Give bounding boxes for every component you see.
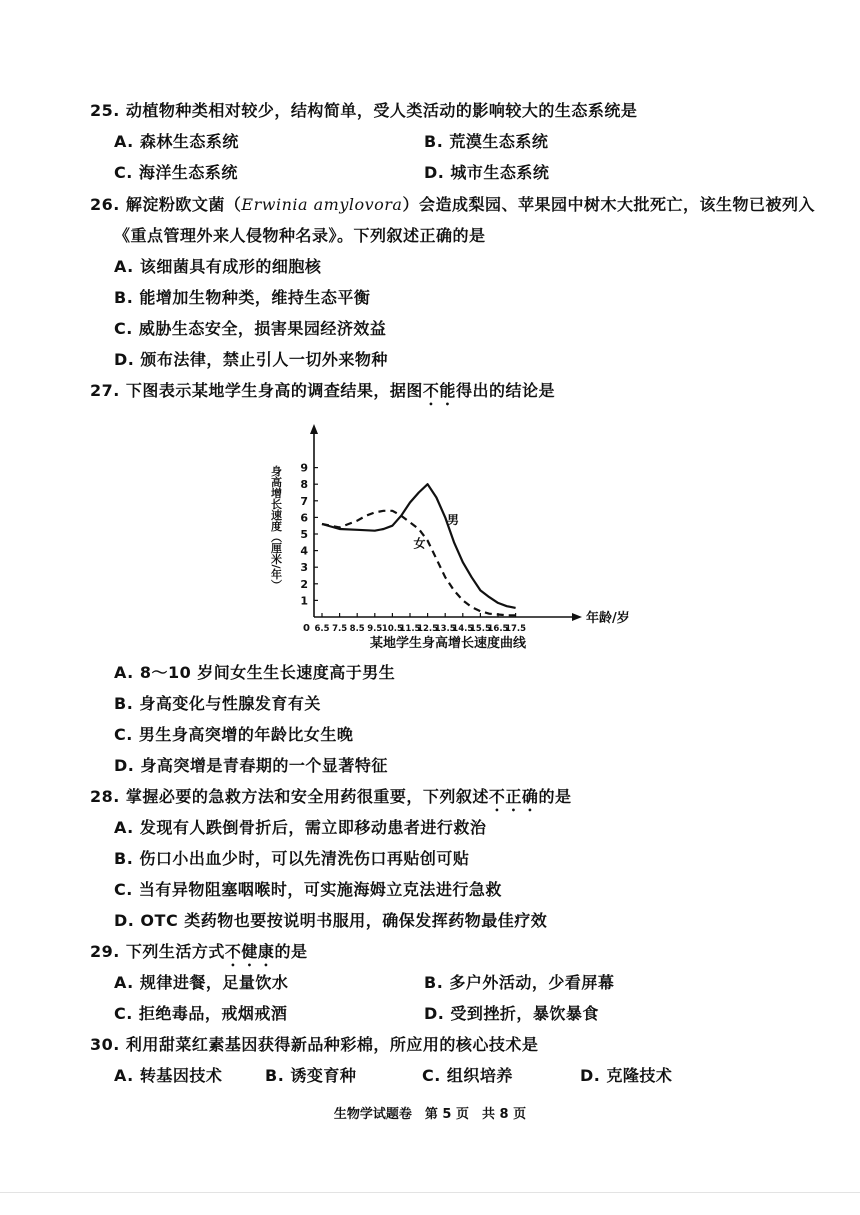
y-axis-arrow [310,424,318,434]
page-footer: 生物学试题卷 第 5 页 共 8 页 [333,1107,527,1122]
q26-stem [90,194,815,216]
q29-option-d: D. 受到挫折，暴饮暴食 [424,1004,599,1023]
q26-option-a: A. 该细菌具有成形的细胞核 [114,257,322,276]
y-axis-label: 身高增长速度（厘米/年） [269,465,283,591]
q30-stem: 30. 利用甜菜红素基因获得新品种彩棉，所应用的核心技术是 [90,1035,539,1054]
y-tick-label: 1 [300,594,308,608]
x-tick-label: 12.5 [417,624,439,634]
q28-stem-pre: 28. 掌握必要的急救方法和安全用药很重要，下列叙述 [90,787,489,806]
q25-option-d: D. 城市生态系统 [424,163,550,182]
y-tick-label: 7 [300,494,308,508]
height-growth-chart [262,418,642,654]
q27-stem [90,380,555,409]
x-tick-label: 13.5 [434,624,456,634]
origin-label: 0 [303,623,310,634]
q28-stem [90,786,571,815]
q30-option-a: A. 转基因技术 [114,1066,223,1085]
x-tick-label: 10.5 [381,624,403,634]
x-axis-label: 年龄/岁 [586,611,630,626]
q25-option-a: A. 森林生态系统 [114,132,239,151]
x-tick-label: 16.5 [487,624,509,634]
chart-title: 某地学生身高增长速度曲线 [369,636,527,651]
x-tick-label: 11.5 [399,624,421,634]
y-tick-label: 9 [300,461,308,475]
q29-option-c: C. 拒绝毒品，戒烟戒酒 [114,1004,288,1023]
q27-option-a: A. 8～10 岁间女生生长速度高于男生 [114,663,396,682]
q28-option-c: C. 当有异物阻塞咽喉时，可实施海姆立克法进行急救 [114,880,502,899]
q25-option-c: C. 海洋生态系统 [114,163,238,182]
x-tick-label: 8.5 [349,624,365,634]
series-label-female: 女 [413,536,426,551]
q28-option-d: D. OTC 类药物也要按说明书服用，确保发挥药物最佳疗效 [114,911,548,930]
q29-option-b: B. 多户外活动，少看屏幕 [424,973,615,992]
x-tick-label: 17.5 [505,624,527,634]
y-tick-label: 5 [300,528,308,541]
x-tick-label: 9.5 [367,624,383,634]
q28-option-a: A. 发现有人跌倒骨折后，需立即移动患者进行救治 [114,818,487,837]
y-tick-label: 6 [300,511,308,525]
q27-option-b: B. 身高变化与性腺发育有关 [114,694,321,713]
q29-stem-emphasis: 不健康 [224,942,275,961]
q25-stem: 25. 动植物种类相对较少，结构简单，受人类活动的影响较大的生态系统是 [90,101,638,120]
x-tick-label: 7.5 [332,624,348,634]
q27-option-d: D. 身高突增是青春期的一个显著特征 [114,756,388,775]
q26-option-d: D. 颁布法律，禁止引人一切外来物种 [114,350,388,369]
q27-stem-emphasis: 不能 [422,381,456,400]
q27-stem-post: 得出的结论是 [455,381,555,400]
q30-option-d: D. 克隆技术 [580,1066,673,1085]
q29-stem-post: 的是 [274,942,308,961]
q30-option-b: B. 诱变育种 [265,1066,357,1085]
x-tick-label: 14.5 [452,624,474,634]
q29-option-a: A. 规律进餐，足量饮水 [114,973,289,992]
q26-option-c: C. 威胁生态安全，损害果园经济效益 [114,319,387,338]
q28-option-b: B. 伤口小出血少时，可以先清洗伤口再贴创可贴 [114,849,470,868]
q27-option-c: C. 男生身高突增的年龄比女生晚 [114,725,354,744]
series-line-female [322,511,516,616]
y-tick-label: 8 [300,478,308,492]
q28-stem-emphasis: 不正确 [488,787,539,806]
q29-stem [90,941,307,970]
x-axis-arrow [572,613,582,621]
q30-option-c: C. 组织培养 [422,1066,513,1085]
q26-stem-pre: 26. 解淀粉欧文菌（ [90,195,242,214]
q29-stem-pre: 29. 下列生活方式 [90,942,225,961]
page-bottom-divider [0,1192,860,1193]
q27-stem-pre: 27. 下图表示某地学生身高的调查结果，据图 [90,381,423,400]
q28-stem-post: 的是 [538,787,572,806]
y-tick-label: 4 [300,544,308,558]
q26-latin-name: Erwinia amylovora [241,195,403,214]
x-tick-label: 6.5 [314,624,330,634]
q26-option-b: B. 能增加生物种类，维持生态平衡 [114,288,371,307]
series-label-male: 男 [446,513,459,528]
y-tick-label: 3 [300,561,308,575]
y-tick-label: 2 [300,577,308,591]
q25-option-b: B. 荒漠生态系统 [424,132,549,151]
q26-stem-post: ）会造成梨园、苹果园中树木大批死亡，该生物已被列入 [402,195,815,214]
x-tick-label: 15.5 [469,624,491,634]
q26-stem-line2: 《重点管理外来人侵物种名录》。下列叙述正确的是 [114,226,486,245]
